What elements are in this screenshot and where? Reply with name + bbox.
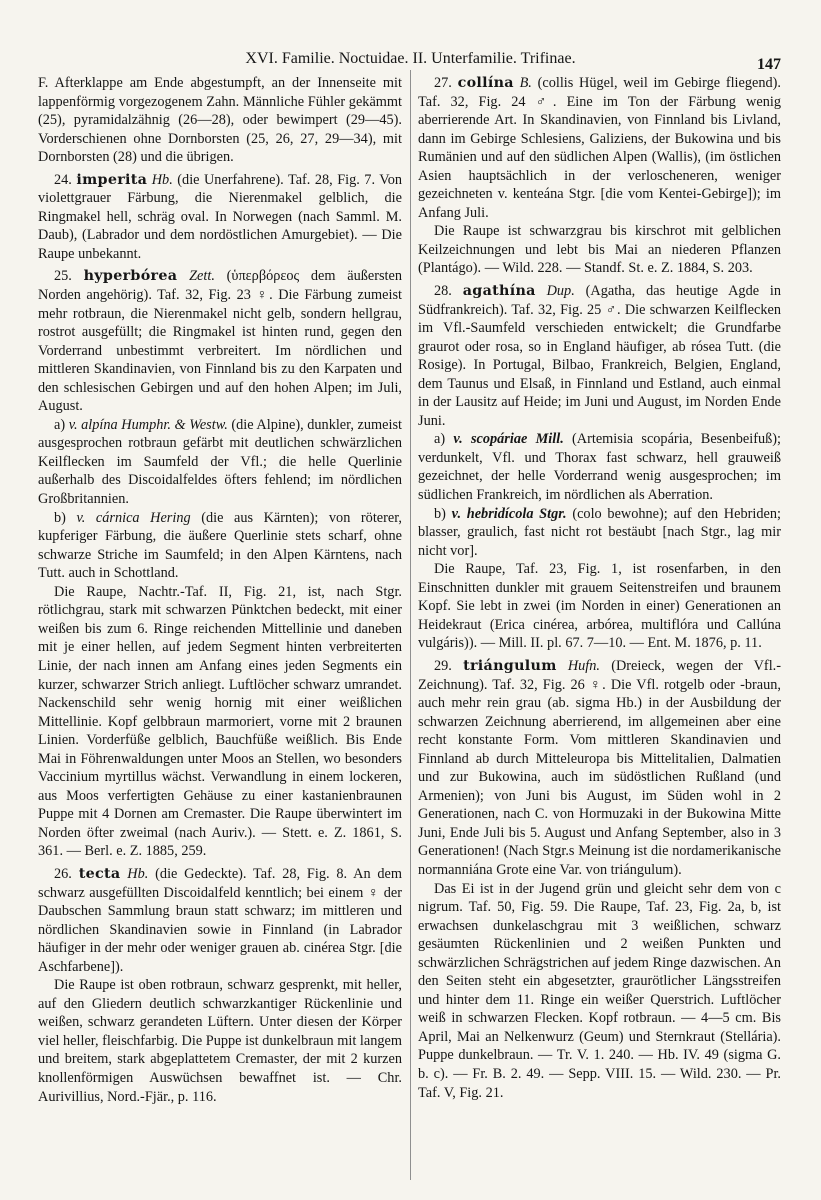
species-entry-27 <box>418 74 781 222</box>
larva-description: Die Raupe, Nachtr.-Taf. II, Fig. 21, ist, nach Stgr. rötlichgrau, stark mit schwarzen Pünktchen bedeckt, mit einer weißen bis zum 6. Ringe reichenden Mittellinie und daneben mit je einer hellen, auf jedem Segment hinten verbreiterten Linie, der nach innen am Anfang eines jeden Segments ein kurzer, schwarzer Strich anliegt. Luftlöcher schwarz umrandet. Nackenschild sehr wenig hornig mit einer weißlichen Mittellinie. Kopf gelbbraun marmoriert, vorne mit 2 braunen Linien. Vorderfüße gelblich, Bauchfüße weißlich. Bis Ende Mai in Föhrenwaldungen unter Moos an Stellen, wo besonders Vaccinium myrtillus wächst. Verwandlung in einem lockeren, aus Moos verfertigten Gehäuse zu einer kastanienbraunen Puppe mit 4 Dornen am Cremaster. Die Raupe überwintert im Norden öfter zweimal (nach Auriv.). — Stett. e. Z. 1861, S. 361. — Berl. e. Z. 1885, 259. <box>38 583 402 860</box>
key-paragraph: F. Afterklappe am Ende abgestumpft, an der Innenseite mit lappenförmig vorgezogenem Zahn. Männliche Fühler gekämmt (25), pyramidalzähnig (26—28), oder bewimpert (29—45). Vorderschienen ohne Dornborsten (25, 26, 27, 29—34), mit Dornborsten (28) und die übrigen. <box>38 75 402 166</box>
species-description: (Dreieck, wegen der Vfl.-Zeichnung). Taf. 32, Fig. 26 ♀. Die Vfl. rotgelb oder -braun, auch mehr rein grau (ab. sigma Hb.) in der Ausbildung der schwarzen Zeichnung aberrierend, im allgemeinen aber eine recht konstante Form. Vom mittleren Skandinavien und Finnland ab durch Mitteleuropa bis Mittelitalien, Dalmatien und zur Bukowina, auch im südöstlichen Rußland (und Armenien); von Juni bis August, im Süden wohl in 2 Generationen, nach C. von Hormuzaki in der Bukowina Mitte Juni, Ende Juli bis 5. August und Anfang September, also in 3 Generationen! (Nach Stgr.s Meinung ist die nordamerikanische normanniána Grote eine Var. von triángulum). <box>418 657 782 878</box>
left-column <box>38 74 402 1106</box>
species-author: B. <box>519 75 532 91</box>
species-entry-25 <box>38 267 402 415</box>
egg-description <box>418 880 781 1103</box>
variety-description: (colo bewohne); auf den Hebriden; blasser, graulich, fast nicht rot bestäubt [nach Stgr., lag mir nicht vor]. <box>418 505 781 559</box>
species-author: Hb. <box>127 865 149 882</box>
variety-description: (die aus Kärnten); von röterer, kupferiger Färbung, die äußere Querlinie stets scharf, ohne schwarze Striche im Saumfeld; in den Alpen Kärntens, nach Tutt. auch in Schottland. <box>38 509 403 582</box>
species-description: (Agatha, das heutige Agde in Südfrankreich). Taf. 32, Fig. 25 ♂. Die schwarzen Keilflecken im Vfl.-Saumfeld verschieden entwickelt; die Grundfarbe graurot oder rosa, so in England häufiger, ab rósea Tutt. (die Rosige). In Portugal, Bilbao, Frankreich, Belgien, England, dem Taunus und Elsaß, in Finnland und Estland, auch einmal in der Lausitz auf Heide; im Juni und August, im Norden Ende Juni. <box>418 283 782 429</box>
entry-number: 24. <box>54 171 72 188</box>
larva-description: Die Raupe ist oben rotbraun, schwarz gesprenkt, mit heller, auf den Gliedern deutlich schwarzkantiger Rückenlinie und weißen, schwarz gerandeten Lüftern. Unter diesen der Körper viel heller, fleischfarbig. Die Puppe ist dunkelbraun mit langem und breitem, stark abgeplattetem Cremaster, der mit 2 kurzen knollenförmigen Auswüchsen bewaffnet ist. — Chr. Aurivillius, Nord.-Fjär., p. 116. <box>38 977 402 1105</box>
variety-description: (die Alpine), dunkler, zumeist ausgesprochen rotbraun gefärbt mit deutlichen schwärzlichen Keilflecken im Saumfeld der Vfl.; die helle Querlinie außerhalb des Discoidalfeldes öfters fehlend; im nördlichen Großbritannien. <box>38 416 402 508</box>
entry-number: 27. <box>434 75 452 91</box>
species-name: tecta <box>78 865 121 882</box>
larva-text: Die Raupe, Taf. 23, Fig. 2a, b, ist erwachsen dunkelaschgrau mit 3 weißlichen, schwarz gesäumten Rückenlinien und 2 weißen Punkten und schwärzlichen Schrägstrichen auf jedem Ringe dazwischen. An den Seiten steht ein abgesetzter, graurötlicher Längsstreifen und hinter dem 11. Ringe ein weißer Querstrich. Luftlöcher weiß in schwarzen Flecken. Kopf rotbraun. — 4—5 cm. Bis April, Mai an Nelkenwurz (Geum) und Sternkraut (Stellária). Puppe dunkelbraun. — Tr. V. 1. 240. — Hb. IV. 49 (sigma G. b. c). — Fr. B. 2. 49. — Sepp. VIII. 15. — Wild. 230. — Pr. Taf. V, Fig. 21. <box>418 899 782 1101</box>
variety-description: (Artemisia scopária, Besenbeifuß); verdunkelt, Vfl. und Thorax fast schwarz, hell grauweiß gezeichnet, der helle Vorderrand wenig ausgesprochen; im südlichen Frankreich, im nördlichen als Aberration. <box>418 431 782 504</box>
page-number: 147 <box>757 56 781 73</box>
variety-name: v. hebridícola Stgr. <box>451 505 567 522</box>
variety-lead: a) <box>54 416 66 433</box>
species-description: (collis Hügel, weil im Gebirge fliegend). Taf. 32, Fig. 24 ♂. Eine im Ton der Färbung wenig aberrierende Art. In Skandinavien, von Finnland bis Livland, dann im Gebirge Schlesiens, Galiziens, der Bukowina und bis Rumänien und auf den südlichen Alpen (Wallis), (im östlichen Asien hauptsächlich in der verloscheneren, weniger gezeichneten v. kenteána Stgr. [die vom Kentei-Gebirge]); im Anfang Juli. <box>418 75 782 221</box>
entry-number: 29. <box>434 657 452 674</box>
species-author: Dup. <box>546 283 575 300</box>
variety-lead: b) <box>54 509 66 526</box>
variety-lead: b) <box>434 505 446 522</box>
species-author: Zett. <box>189 268 215 285</box>
species-author: Hb. <box>151 171 173 188</box>
species-description: (die Gedeckte). Taf. 28, Fig. 8. An dem schwarz ausgefüllten Discoidalfeld kenntlich; bei einem ♀ der Daubschen Sammlung braun statt schwarz; im mittleren und nördlichen Skandinavien sowie in Finnland (in Labrador häufiger in der mehr oder weniger grauen ab. cinérea Stgr. [die Aschfarbene]). <box>38 865 403 975</box>
species-entry-26 <box>38 865 402 976</box>
variety-b <box>418 505 781 561</box>
species-author: Hufn. <box>567 657 600 674</box>
variety-b <box>38 509 402 583</box>
species-entry-24 <box>38 171 402 264</box>
variety-name: v. cárnica Hering <box>76 509 191 526</box>
entry-number: 26. <box>54 865 72 882</box>
species-name: hyperbórea <box>83 268 178 285</box>
larva-description: Die Raupe, Taf. 23, Fig. 1, ist rosenfarben, in den Einschnitten dunkler mit grauem Seitenstreifen und braunem Kopf. Sie lebt in zwei (im Norden in einer) Generationen an Heidekraut (Erica cinérea, arbórea, multiflóra und Callúna vulgáris)). — Mill. II. pl. 67. 7—10. — Ent. M. 1876, p. 11. <box>418 561 781 652</box>
running-title: XVI. Familie. Noctuidae. II. Unterfamilie. Trifinae. <box>245 50 576 67</box>
species-description: (die Unerfahrene). Taf. 28, Fig. 7. Von violettgrauer Färbung, die Nierenmakel gelblich, die Ringmakel hell, schräg oval. In Norwegen (nach Samml. M. Daub), (Labrador und dem nordöstlichen Amurgebiet). — Die Raupe unbekannt. <box>38 171 403 262</box>
species-description: (ὑπερβόρεος dem äußersten Norden angehörig). Taf. 32, Fig. 23 ♀. Die Färbung zumeist mehr rotbraun, die Nierenmakel nicht gelb, sondern hellgrau, rostrot ausgefüllt; die Ringmakel ist hinten rund, gegen den Vorderrand unbestimmt verbreitert. Im nördlichen und mittleren Skandinavien, von Finnland bis zu den Karpaten und den schlesischen Gebirgen und auf den hohen Alpen; im Juli, August. <box>38 268 403 415</box>
column-divider <box>410 70 411 1180</box>
variety-a <box>38 416 402 509</box>
species-entry-29 <box>418 657 781 880</box>
entry-number: 28. <box>434 283 452 300</box>
variety-lead: a) <box>434 431 446 448</box>
species-name: triángulum <box>463 657 557 674</box>
variety-a <box>418 430 781 504</box>
species-name: agathína <box>462 283 536 300</box>
species-name: imperita <box>76 171 148 188</box>
entry-number: 25. <box>54 268 72 285</box>
larva-description: Die Raupe ist schwarzgrau bis kirschrot mit gelblichen Keilzeichnungen und lebt bis Mai an niederen Pflanzen (Plantágo). — Wild. 228. — Standf. St. e. Z. 1884, S. 203. <box>418 223 781 277</box>
variety-name: v. scopáriae Mill. <box>453 431 564 448</box>
species-name: collína <box>457 75 514 91</box>
species-entry-28 <box>418 282 781 430</box>
variety-name: v. alpína Humphr. & Westw. <box>68 416 228 433</box>
right-column <box>418 74 781 1102</box>
egg-text: Das Ei ist in der Jugend grün und gleicht sehr dem von c nigrum. Taf. 50, Fig. 59. <box>418 880 781 916</box>
